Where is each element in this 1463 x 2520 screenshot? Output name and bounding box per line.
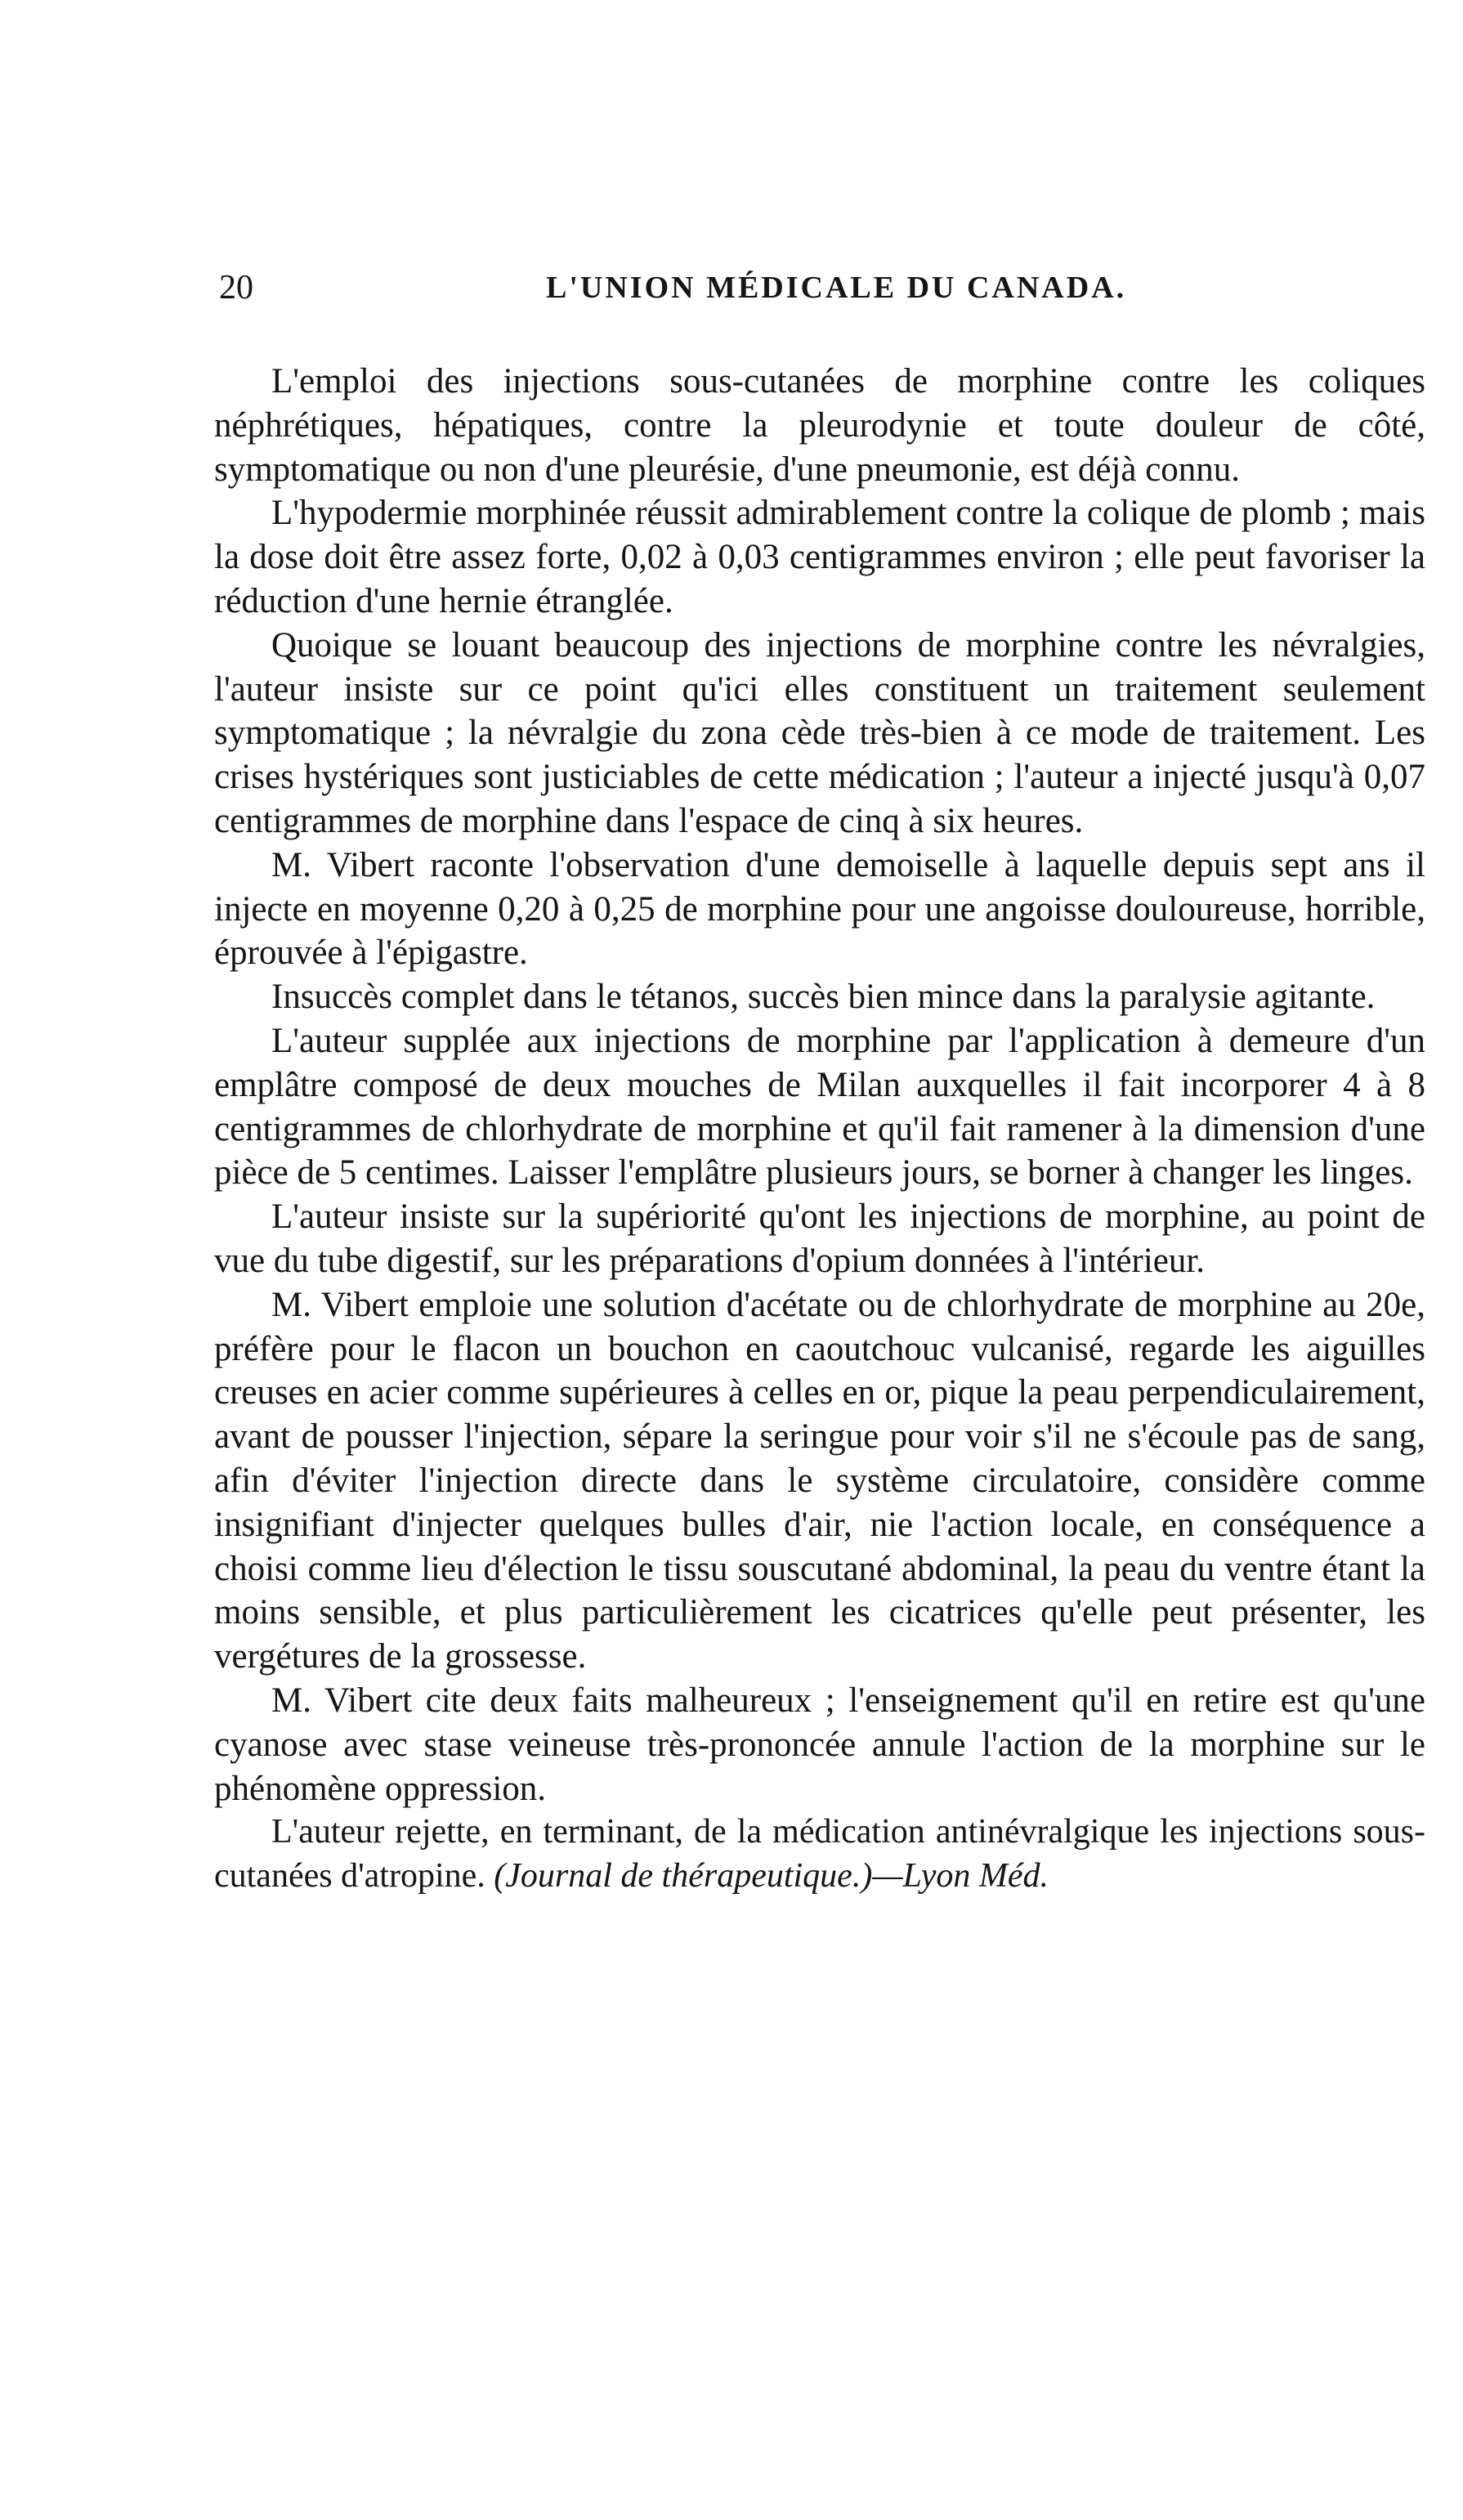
paragraph-plaster: L'auteur supplée aux injections de morphine par l'application à demeure d'un emplâtre composé de deux mouches de Milan auxquelles il fait incorporer 4 à 8 centigrammes de chlorhydrate de morphine et qu'il fait ramener à la dimension d'une pièce de 5 centimes. Laisser l'emplâtre plusieurs jours, se borner à changer les linges. bbox=[214, 1021, 1425, 1193]
page-number: 20 bbox=[219, 269, 253, 307]
paragraph-cyanosis: M. Vibert cite deux faits malheureux ; l'enseignement qu'il en retire est qu'une cyanose avec stase veineuse très-prononcée annule l'action de la morphine sur le phénomène oppression. bbox=[214, 1681, 1425, 1808]
paragraph-technique: M. Vibert emploie une solution d'acétate ou de chlorhydrate de morphine au 20e, préfère pour le flacon un bouchon en caoutchouc vulcanisé, regarde les aiguilles creuses en acier comme supérieures à celles en or, pique la peau perpendiculairement, avant de pousser l'injection, sépare la seringue pour voir s'il ne s'écoule pas de sang, afin d'éviter l'injection directe dans le système circulatoire, considère comme insignifiant d'injecter quelques bulles d'air, nie l'action locale, en conséquence a choisi comme lieu d'élection le tissu souscutané abdominal, la peau du ventre étant la moins sensible, et plus particulièrement les cicatrices qu'elle peut présenter, les vergétures de la grossesse. bbox=[214, 1285, 1425, 1676]
source-citation: (Journal de thérapeutique.)—Lyon Méd. bbox=[494, 1857, 1049, 1896]
atropine-text: L'auteur rejette, en terminant, de la médication antinévralgique les injections sous-cutanées d'atropine. bbox=[214, 1813, 1425, 1896]
paragraph-atropine bbox=[214, 1811, 1425, 1899]
paragraph-nephretic-colic: L'emploi des injections sous-cutanées de morphine contre les coliques néphrétiques, hépatiques, contre la pleurodynie et toute douleur de côté, symptomatique ou non d'une pleurésie, d'une pneumonie, est déjà connu. bbox=[214, 362, 1425, 489]
paragraph-superiority: L'auteur insiste sur la supériorité qu'ont les injections de morphine, au point de vue du tube digestif, sur les préparations d'opium données à l'intérieur. bbox=[214, 1197, 1425, 1280]
paragraph-tetanus: Insuccès complet dans le tétanos, succès bien mince dans la paralysie agitante. bbox=[271, 978, 1376, 1017]
page-header bbox=[219, 263, 1412, 312]
paragraph-neuralgia: Quoique se louant beaucoup des injections de morphine contre les névralgies, l'auteur insiste sur ce point qu'ici elles constituent un traitement seulement symptomatique ; la névralgie du zona cède très-bien à ce mode de traitement. Les crises hystériques sont justiciables de cette médication ; l'auteur a injecté jusqu'à 0,07 centigrammes de morphine dans l'espace de cinq à six heures. bbox=[214, 625, 1425, 840]
article-body bbox=[214, 360, 1425, 1899]
paragraph-vibert-observation: M. Vibert raconte l'observation d'une demoiselle à laquelle depuis sept ans il injecte en moyenne 0,20 à 0,25 de morphine pour une angoisse douloureuse, horrible, éprouvée à l'épigastre. bbox=[214, 845, 1425, 973]
paragraph-lead-colic: L'hypodermie morphinée réussit admirablement contre la colique de plomb ; mais la dose doit être assez forte, 0,02 à 0,03 centigrammes environ ; elle peut favoriser la réduction d'une hernie étranglée. bbox=[214, 494, 1425, 620]
running-title: L'UNION MÉDICALE DU CANADA. bbox=[546, 271, 1127, 305]
